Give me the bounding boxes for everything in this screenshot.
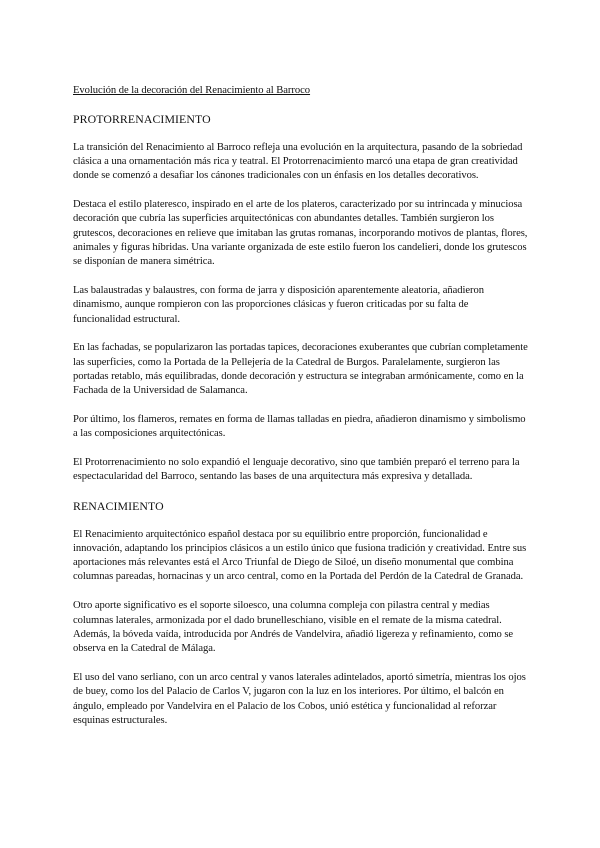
paragraph: Las balaustradas y balaustres, con forma de jarra y disposición aparentemente aleatoria, añadieron dinamismo, aunque rompieron con las proporciones clásicas y fueron criticadas por su falta de funcionalidad estructural. <box>73 284 485 325</box>
document-page <box>73 84 528 743</box>
document-title: Evolución de la decoración del Renacimiento al Barroco <box>73 85 311 96</box>
paragraph: En las fachadas, se popularizaron las portadas tapices, decoraciones exuberantes que cubrían completamente las superficies, como la Portada de la Pellejería de la Catedral de Burgos. Paralelamente, surgieron las portadas retablo, más equilibradas, donde decoración y estructura se integraban armónicamente, como en la Fachada de la Universidad de Salamanca. <box>73 342 528 397</box>
paragraph: El Protorrenacimiento no solo expandió el lenguaje decorativo, sino que también preparó el terreno para la espectacularidad del Barroco, sentando las bases de una arquitectura más expresiva y detallada. <box>73 457 520 483</box>
paragraph: Por último, los flameros, remates en forma de llamas talladas en piedra, añadieron dinamismo y simbolismo a las composiciones arquitectónicas. <box>73 414 526 440</box>
section-protorrenacimiento <box>73 112 528 484</box>
paragraph: Otro aporte significativo es el soporte siloesco, una columna compleja con pilastra central y medias columnas laterales, armonizada por el dado brunelleschiano, visible en el remate de la misma catedral. Además, la bóveda vaída, introducida por Andrés de Vandelvira, añadió ligereza y refinamiento, como se observa en la Catedral de Málaga. <box>73 600 514 655</box>
section-heading: RENACIMIENTO <box>73 499 164 514</box>
paragraph: El Renacimiento arquitectónico español destaca por su equilibrio entre proporción, funcionalidad e innovación, adaptando los principios clásicos a un estilo único que fusiona tradición y creatividad. Entre sus aportaciones más relevantes está el Arco Triunfal de Diego de Siloé, un diseño monumental que combina columnas pareadas, hornacinas y un arco central, como en la Portada del Perdón de la Catedral de Granada. <box>73 528 527 583</box>
paragraph: La transición del Renacimiento al Barroco refleja una evolución en la arquitectura, pasando de la sobriedad clásica a una ornamentación más rica y teatral. El Protorrenacimiento marcó una etapa de gran creatividad donde se comenzó a desafiar los cánones tradicionales con un énfasis en los detalles decorativos. <box>73 141 523 182</box>
paragraph: El uso del vano serliano, con un arco central y vanos laterales adintelados, aportó simetría, mientras los ojos de buey, como los del Palacio de Carlos V, jugaron con la luz en los interiores. Por último, el balcón en ángulo, empleado por Vandelvira en el Palacio de los Cobos, unió estética y funcionalidad al reforzar esquinas estructurales. <box>73 671 526 726</box>
section-renacimiento <box>73 499 528 728</box>
paragraph: Destaca el estilo plateresco, inspirado en el arte de los plateros, caracterizado por su intrincada y minuciosa decoración que cubría las superficies arquitectónicas con abundantes detalles. También surgieron los grutescos, decoraciones en relieve que imitaban las grutas romanas, incorporando motivos de plantas, flores, animales y figuras híbridas. Una variante organizada de este estilo fueron los candelieri, donde los grutescos se disponían de manera simétrica. <box>73 198 528 268</box>
section-heading: PROTORRENACIMIENTO <box>73 112 211 127</box>
